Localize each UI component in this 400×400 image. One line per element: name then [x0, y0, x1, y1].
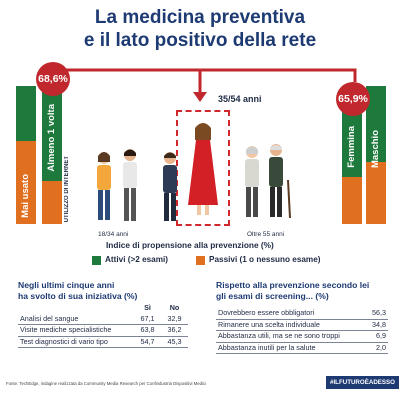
right-table: [216, 308, 388, 354]
row-value: 6,9: [376, 331, 386, 340]
right-table-section: [216, 280, 388, 354]
bar-almeno-passivi: [42, 181, 62, 224]
bar-label-maschio: Maschio: [370, 129, 381, 168]
bar-label-mai-usato: Mai usato: [20, 174, 31, 218]
right-table-title-1: Rispetto alla prevenzione secondo lei: [216, 280, 370, 290]
table-row: [18, 325, 188, 337]
index-title: Indice di propensione alla prevenzione (%): [106, 240, 274, 250]
young-man-figure: [123, 149, 137, 221]
row-no: 32,9: [167, 313, 182, 323]
row-label: Analisi del sangue: [20, 313, 79, 323]
source-note: Fonte: TechEdge, indagine realizzata da Community Media Research per Confindustria Dispositivi Medici: [6, 381, 207, 386]
col-header-yes: Sì: [144, 303, 151, 312]
left-table-title-1: Negli ultimi cinque anni: [18, 280, 115, 290]
right-table-title-2: gli esami di screening... (%): [216, 291, 329, 301]
table-row: [216, 342, 388, 354]
gender-highlight-badge: 65,9%: [336, 82, 370, 116]
middle-man-figure: [163, 152, 177, 221]
legend-label-passivi: Passivi (1 o nessuno esame): [209, 255, 321, 264]
bar-maschio-passivi: [366, 162, 386, 224]
row-no: 36,2: [167, 325, 182, 334]
row-label: Test diagnostici di vario tipo: [20, 336, 108, 346]
table-row: [18, 336, 188, 348]
row-yes: 67,1: [140, 313, 155, 323]
bar-mai-usato-attivi: [16, 86, 36, 141]
legend-swatch-attivi: [92, 256, 101, 265]
row-yes: 63,8: [140, 325, 155, 334]
age-label-young: 18/34 anni: [98, 231, 129, 238]
people-illustration: [90, 110, 300, 235]
row-label: Abbastanza utili, ma se ne sono troppi: [218, 331, 340, 340]
table-row: [216, 308, 388, 319]
young-woman-figure: [97, 152, 111, 220]
internet-axis-label: UTILIZZO DI INTERNET: [64, 155, 70, 222]
legend-swatch-passivi: [196, 256, 205, 265]
col-header-no: No: [169, 303, 180, 312]
woman-red-dress-figure: [188, 123, 218, 215]
internet-highlight-badge: 68,6%: [36, 62, 70, 96]
row-label: Visite mediche specialistiche: [20, 325, 112, 334]
left-table-header: [18, 303, 188, 314]
old-man-figure: [269, 144, 290, 218]
left-table-title-2: ha svolto di sua iniziativa (%): [18, 291, 138, 301]
row-value: 56,3: [372, 308, 386, 317]
legend-label-attivi: Attivi (>2 esami): [105, 255, 169, 264]
table-row: [18, 314, 188, 325]
row-value: 34,8: [372, 319, 386, 329]
left-table-section: [18, 280, 188, 348]
bar-femmina-passivi: [342, 177, 362, 224]
bar-label-almeno: Almeno 1 volta: [46, 104, 57, 172]
row-no: 45,3: [167, 336, 182, 346]
age-label-middle: 35/54 anni: [218, 94, 262, 104]
internet-bar-chart: [16, 86, 76, 224]
row-label: Dovrebbero essere obbligatori: [218, 308, 315, 317]
age-label-old: Oltre 55 anni: [247, 231, 285, 238]
old-woman-figure: [245, 146, 259, 217]
left-table: [18, 303, 188, 348]
row-label: Abbastanza inutili per la salute: [218, 342, 316, 352]
row-label: Rimanere una scelta individuale: [218, 319, 320, 329]
row-yes: 54,7: [140, 336, 155, 346]
table-row: [216, 331, 388, 343]
title-line-1: La medicina preventiva: [94, 7, 306, 28]
bar-label-femmina: Femmina: [346, 126, 357, 168]
legend: [92, 255, 392, 267]
title-line-2: e il lato positivo della rete: [83, 30, 317, 51]
hashtag-badge: #ILFUTUROÈADESSO: [326, 376, 399, 389]
table-row: [216, 319, 388, 331]
row-value: 2,0: [376, 342, 386, 352]
